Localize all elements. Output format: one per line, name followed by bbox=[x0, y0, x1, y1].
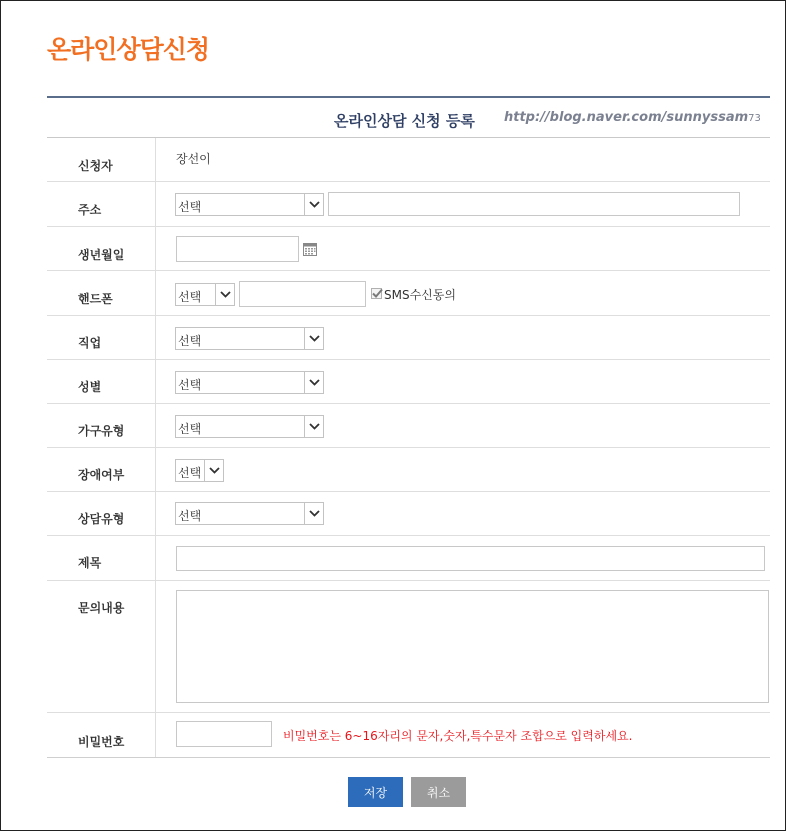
password-hint: 비밀번호는 6~16자리의 문자,숫자,특수문자 조합으로 입력하세요. bbox=[283, 729, 633, 743]
gender-label: 성별 bbox=[78, 380, 102, 394]
phone-label: 핸드폰 bbox=[78, 292, 113, 306]
subject-input[interactable] bbox=[176, 546, 765, 571]
gender-select[interactable] bbox=[175, 371, 324, 394]
watermark-suffix: 73 bbox=[748, 113, 761, 124]
household-type-label: 가구유형 bbox=[78, 424, 125, 438]
calendar-icon[interactable] bbox=[303, 241, 317, 254]
disability-label: 장애여부 bbox=[78, 468, 125, 482]
label-column-divider bbox=[155, 138, 156, 758]
chevron-down-icon bbox=[215, 284, 234, 305]
form-bottom-divider bbox=[47, 757, 770, 758]
password-label: 비밀번호 bbox=[78, 735, 125, 749]
chevron-down-icon bbox=[304, 416, 323, 437]
watermark bbox=[504, 110, 761, 125]
address-select-value: 선택 bbox=[178, 200, 202, 214]
chevron-down-icon bbox=[304, 503, 323, 524]
row-divider bbox=[47, 491, 770, 492]
applicant-label: 신청자 bbox=[78, 159, 113, 173]
applicant-name: 장선이 bbox=[176, 152, 211, 166]
inquiry-label: 문의내용 bbox=[78, 601, 125, 615]
household-type-select-value: 선택 bbox=[178, 422, 202, 436]
row-divider bbox=[47, 580, 770, 581]
row-divider bbox=[47, 270, 770, 271]
page-title: 온라인상담신청 bbox=[47, 35, 210, 64]
job-label: 직업 bbox=[78, 336, 102, 350]
row-divider bbox=[47, 447, 770, 448]
gender-select-value: 선택 bbox=[178, 378, 202, 392]
address-label: 주소 bbox=[78, 203, 102, 217]
phone-prefix-value: 선택 bbox=[178, 290, 202, 304]
consult-type-select[interactable] bbox=[175, 502, 324, 525]
chevron-down-icon bbox=[304, 372, 323, 393]
inquiry-textarea[interactable] bbox=[176, 590, 769, 703]
disability-select-value: 선택 bbox=[178, 466, 202, 480]
phone-prefix-select[interactable] bbox=[175, 283, 235, 306]
row-divider bbox=[47, 535, 770, 536]
row-divider bbox=[47, 359, 770, 360]
birthdate-input[interactable] bbox=[176, 236, 299, 262]
job-select-value: 선택 bbox=[178, 334, 202, 348]
job-select[interactable] bbox=[175, 327, 324, 350]
row-divider bbox=[47, 403, 770, 404]
chevron-down-icon bbox=[304, 328, 323, 349]
form-heading: 온라인상담 신청 등록 bbox=[334, 112, 475, 130]
row-divider bbox=[47, 226, 770, 227]
sms-consent-label[interactable]: SMS수신동의 bbox=[384, 288, 456, 302]
household-type-select[interactable] bbox=[175, 415, 324, 438]
consult-type-label: 상담유형 bbox=[78, 512, 125, 526]
cancel-button[interactable]: 취소 bbox=[411, 777, 466, 807]
watermark-text: http://blog.naver.com/sunnyssam bbox=[504, 110, 749, 125]
password-input[interactable] bbox=[176, 721, 272, 747]
top-divider bbox=[47, 96, 770, 98]
sms-consent-checkbox[interactable] bbox=[371, 288, 382, 299]
phone-number-input[interactable] bbox=[239, 281, 366, 307]
address-select[interactable] bbox=[175, 193, 324, 216]
disability-select[interactable] bbox=[175, 459, 224, 482]
row-divider bbox=[47, 315, 770, 316]
address-detail-input[interactable] bbox=[328, 192, 740, 216]
row-divider bbox=[47, 712, 770, 713]
save-button[interactable]: 저장 bbox=[348, 777, 403, 807]
row-divider bbox=[47, 181, 770, 182]
birthdate-label: 생년월일 bbox=[78, 248, 125, 262]
chevron-down-icon bbox=[304, 194, 323, 215]
subject-label: 제목 bbox=[78, 556, 102, 570]
chevron-down-icon bbox=[204, 460, 223, 481]
consult-type-select-value: 선택 bbox=[178, 509, 202, 523]
